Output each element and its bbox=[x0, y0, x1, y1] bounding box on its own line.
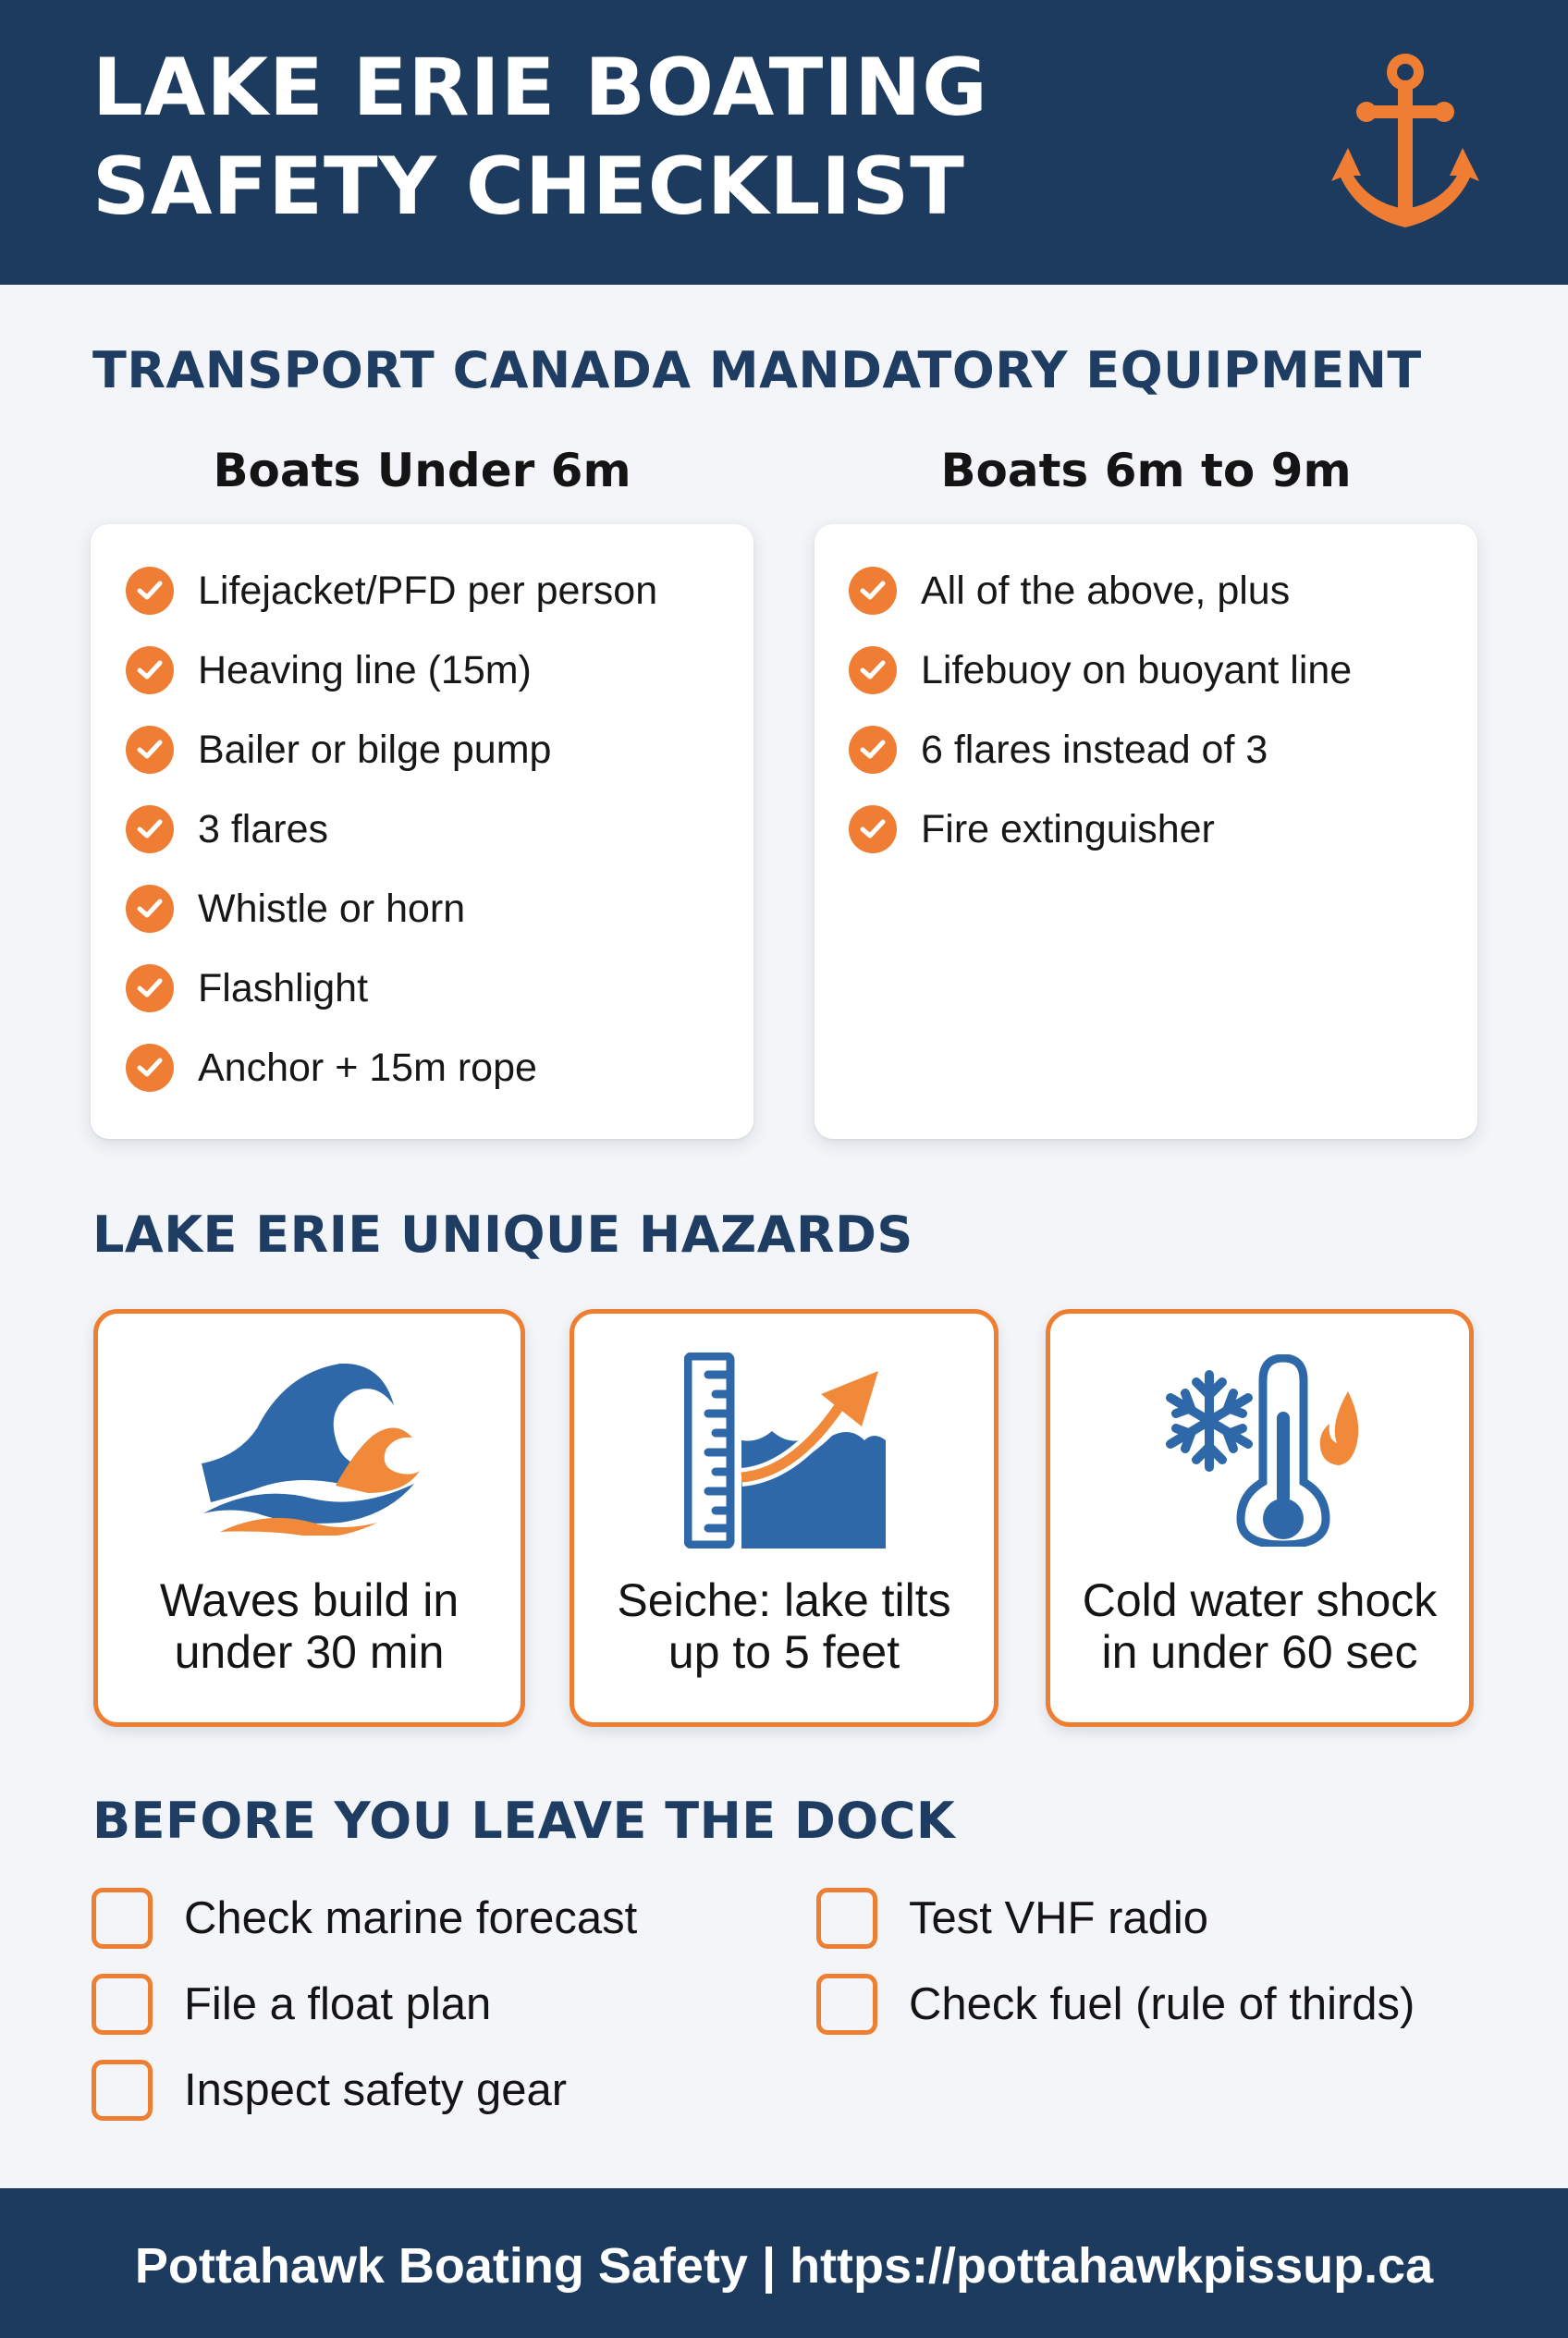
check-circle-icon bbox=[849, 726, 897, 774]
hazard-line-2: up to 5 feet bbox=[668, 1626, 900, 1678]
hazard-line-1: Cold water shock bbox=[1082, 1574, 1438, 1626]
checkbox[interactable] bbox=[92, 1974, 153, 2035]
section-heading-before-dock: BEFORE YOU LEAVE THE DOCK bbox=[92, 1792, 956, 1850]
hazard-line-2: in under 60 sec bbox=[1101, 1626, 1418, 1678]
checkbox[interactable] bbox=[816, 1974, 877, 2035]
section-heading-hazards: LAKE ERIE UNIQUE HAZARDS bbox=[92, 1206, 913, 1264]
section-heading-equipment: TRANSPORT CANADA MANDATORY EQUIPMENT bbox=[92, 341, 1422, 399]
list-item bbox=[126, 961, 368, 1016]
column-title-6m-to-9m: Boats 6m to 9m bbox=[940, 444, 1352, 497]
checkbox[interactable] bbox=[92, 2060, 153, 2121]
list-item-label: Anchor + 15m rope bbox=[198, 1045, 537, 1090]
list-item bbox=[849, 802, 1215, 857]
checklist-item[interactable] bbox=[92, 2060, 567, 2121]
wave-icon bbox=[202, 1364, 420, 1536]
checklist-item[interactable] bbox=[92, 1888, 637, 1949]
anchor-icon bbox=[1329, 52, 1481, 231]
list-item bbox=[126, 802, 328, 857]
list-item-label: All of the above, plus bbox=[921, 568, 1291, 613]
check-circle-icon bbox=[126, 1044, 174, 1092]
list-item-label: Bailer or bilge pump bbox=[198, 727, 552, 772]
check-circle-icon bbox=[126, 964, 174, 1012]
hazard-line-2: under 30 min bbox=[174, 1626, 445, 1678]
hazard-line-1: Seiche: lake tilts bbox=[617, 1574, 951, 1626]
check-circle-icon bbox=[849, 567, 897, 615]
list-item-label: 3 flares bbox=[198, 806, 329, 851]
hazard-card-cold-water bbox=[1046, 1309, 1474, 1727]
check-circle-icon bbox=[126, 805, 174, 853]
cold-thermometer-icon bbox=[1163, 1354, 1361, 1547]
page-title-line-2: SAFETY CHECKLIST bbox=[92, 141, 965, 233]
list-item bbox=[126, 643, 532, 698]
hazard-text-waves bbox=[98, 1574, 521, 1678]
snowflake-icon bbox=[1170, 1375, 1248, 1467]
list-item-label: Lifebuoy on buoyant line bbox=[921, 647, 1353, 692]
checklist-item-label: Check marine forecast bbox=[184, 1893, 638, 1943]
list-item-label: Heaving line (15m) bbox=[198, 647, 532, 692]
footer-text: Pottahawk Boating Safety | https://pottahawkpissup.ca bbox=[134, 2238, 1434, 2294]
hazard-line-1: Waves build in bbox=[159, 1574, 459, 1626]
checkbox[interactable] bbox=[92, 1888, 153, 1949]
check-circle-icon bbox=[126, 567, 174, 615]
header-banner bbox=[0, 0, 1568, 285]
check-circle-icon bbox=[849, 646, 897, 694]
list-item bbox=[126, 722, 551, 777]
checklist-item[interactable] bbox=[816, 1888, 1208, 1949]
list-item bbox=[126, 881, 465, 936]
check-circle-icon bbox=[849, 805, 897, 853]
list-item-label: Fire extinguisher bbox=[921, 806, 1215, 851]
hazard-card-seiche bbox=[570, 1309, 998, 1727]
list-item-label: 6 flares instead of 3 bbox=[921, 727, 1268, 772]
list-item-label: Lifejacket/PFD per person bbox=[198, 568, 658, 613]
checklist-item-label: Test VHF radio bbox=[909, 1893, 1209, 1943]
check-circle-icon bbox=[126, 885, 174, 933]
page-title-line-1: LAKE ERIE BOATING bbox=[92, 42, 988, 134]
checklist-item-label: Check fuel (rule of thirds) bbox=[909, 1979, 1415, 2029]
hazard-text-seiche bbox=[574, 1574, 994, 1678]
hazard-text-cold-water bbox=[1050, 1574, 1469, 1678]
list-item bbox=[849, 563, 1290, 618]
list-item bbox=[126, 1040, 537, 1096]
list-item bbox=[849, 643, 1352, 698]
list-item-label: Whistle or horn bbox=[198, 886, 466, 931]
check-circle-icon bbox=[126, 646, 174, 694]
check-circle-icon bbox=[126, 726, 174, 774]
list-item bbox=[126, 563, 657, 618]
list-item bbox=[849, 722, 1268, 777]
equipment-card-6m-to-9m bbox=[815, 524, 1477, 1139]
column-title-under-6m: Boats Under 6m bbox=[213, 444, 631, 497]
checklist-item-label: Inspect safety gear bbox=[184, 2065, 568, 2115]
list-item-label: Flashlight bbox=[198, 965, 369, 1010]
hazard-card-waves bbox=[93, 1309, 525, 1727]
checklist-item[interactable] bbox=[816, 1974, 1415, 2035]
checkbox[interactable] bbox=[816, 1888, 877, 1949]
checklist-item[interactable] bbox=[92, 1974, 491, 2035]
seiche-tilt-icon bbox=[684, 1353, 888, 1548]
footer-banner bbox=[0, 2188, 1568, 2338]
checklist-item-label: File a float plan bbox=[184, 1979, 492, 2029]
equipment-card-under-6m bbox=[91, 524, 753, 1139]
